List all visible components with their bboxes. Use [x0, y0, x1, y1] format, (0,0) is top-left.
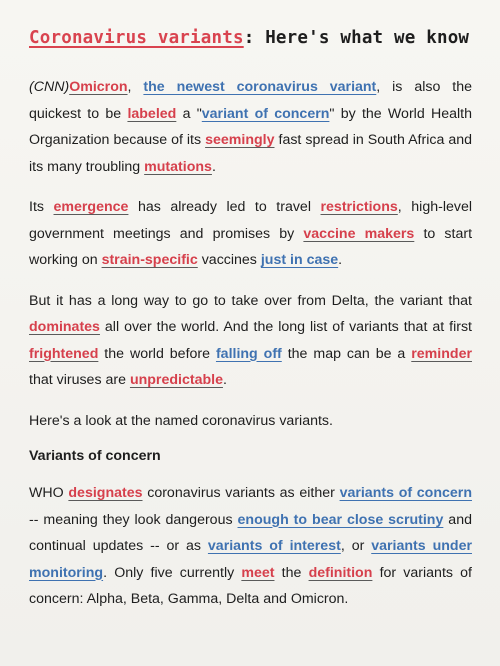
text: , [127, 79, 144, 95]
vocab-red: vaccine makers [303, 225, 415, 242]
vocab-blue: the newest coronavirus variant [143, 79, 377, 95]
text: to start working on [29, 225, 473, 268]
paragraph-2 [29, 194, 472, 274]
text: But it has a long way to go to take over from Delta, the variant that [29, 292, 472, 309]
text: that viruses are [29, 372, 130, 388]
vocab-red: dominates [29, 319, 100, 335]
text: all over the world. And the long list of variants that at first [99, 319, 472, 335]
source-tag: (CNN) [29, 79, 70, 95]
text: the map can be a [281, 345, 412, 362]
text: coronavirus variants as either [142, 485, 340, 501]
vocab-red: unpredictable [129, 372, 223, 388]
text: . [211, 158, 216, 175]
vocab-red: definition [308, 564, 373, 581]
vocab-blue: variants of interest [207, 538, 341, 554]
text: a " [176, 105, 202, 122]
vocab-red: strain-specific [101, 252, 198, 268]
vocab-red: mutations [144, 158, 212, 175]
vocab-red: designates [68, 485, 143, 501]
title-rest: : Here's what we know [243, 28, 470, 48]
text: WHO [29, 485, 69, 501]
vocab-blue: just in case [260, 252, 339, 268]
paragraph-5 [29, 480, 472, 613]
text: vaccines [197, 252, 261, 268]
text: Its [29, 199, 54, 215]
vocab-red: emergence [53, 199, 129, 215]
title-highlight: Coronavirus variants [29, 28, 244, 48]
text: fast spread in South Africa and its many troubling [29, 132, 472, 175]
vocab-red: reminder [411, 345, 472, 362]
text: the world before [98, 345, 216, 362]
article-title [29, 28, 472, 48]
vocab-blue: enough to bear close scrutiny [237, 511, 444, 528]
text: -- meaning they look dangerous [29, 511, 238, 528]
section-heading: Variants of concern [29, 448, 161, 464]
vocab-blue: variant of concern [201, 105, 330, 122]
text: has already led to travel [128, 199, 321, 215]
vocab-blue: variants of concern [339, 485, 472, 501]
text: for variants of concern: Alpha, Beta, Gamma, Delta and Omicron. [29, 564, 472, 607]
vocab-red: meet [241, 564, 275, 581]
vocab-blue: falling off [215, 345, 282, 362]
vocab-red: labeled [127, 105, 177, 122]
vocab-red: Omicron [69, 79, 128, 95]
text: , is also the quickest to be [29, 79, 472, 122]
text: . [338, 252, 343, 268]
text: " by the World Health Organization because of its [29, 105, 472, 148]
text: . Only five currently [103, 564, 242, 581]
vocab-blue: variants under monitoring [29, 538, 472, 581]
text: , high-level government meetings and promises by [29, 199, 472, 242]
text: the [274, 564, 309, 581]
paragraph-4: Here's a look at the named coronavirus variants. [29, 412, 333, 429]
vocab-red: seemingly [205, 132, 275, 148]
paragraph-1 [29, 74, 472, 180]
vocab-red: restrictions [320, 199, 398, 215]
text: . [222, 372, 227, 388]
vocab-red: frightened [29, 345, 99, 362]
text: , or [340, 538, 372, 554]
paragraph-3 [29, 288, 472, 394]
text: and continual updates -- or as [29, 511, 472, 554]
